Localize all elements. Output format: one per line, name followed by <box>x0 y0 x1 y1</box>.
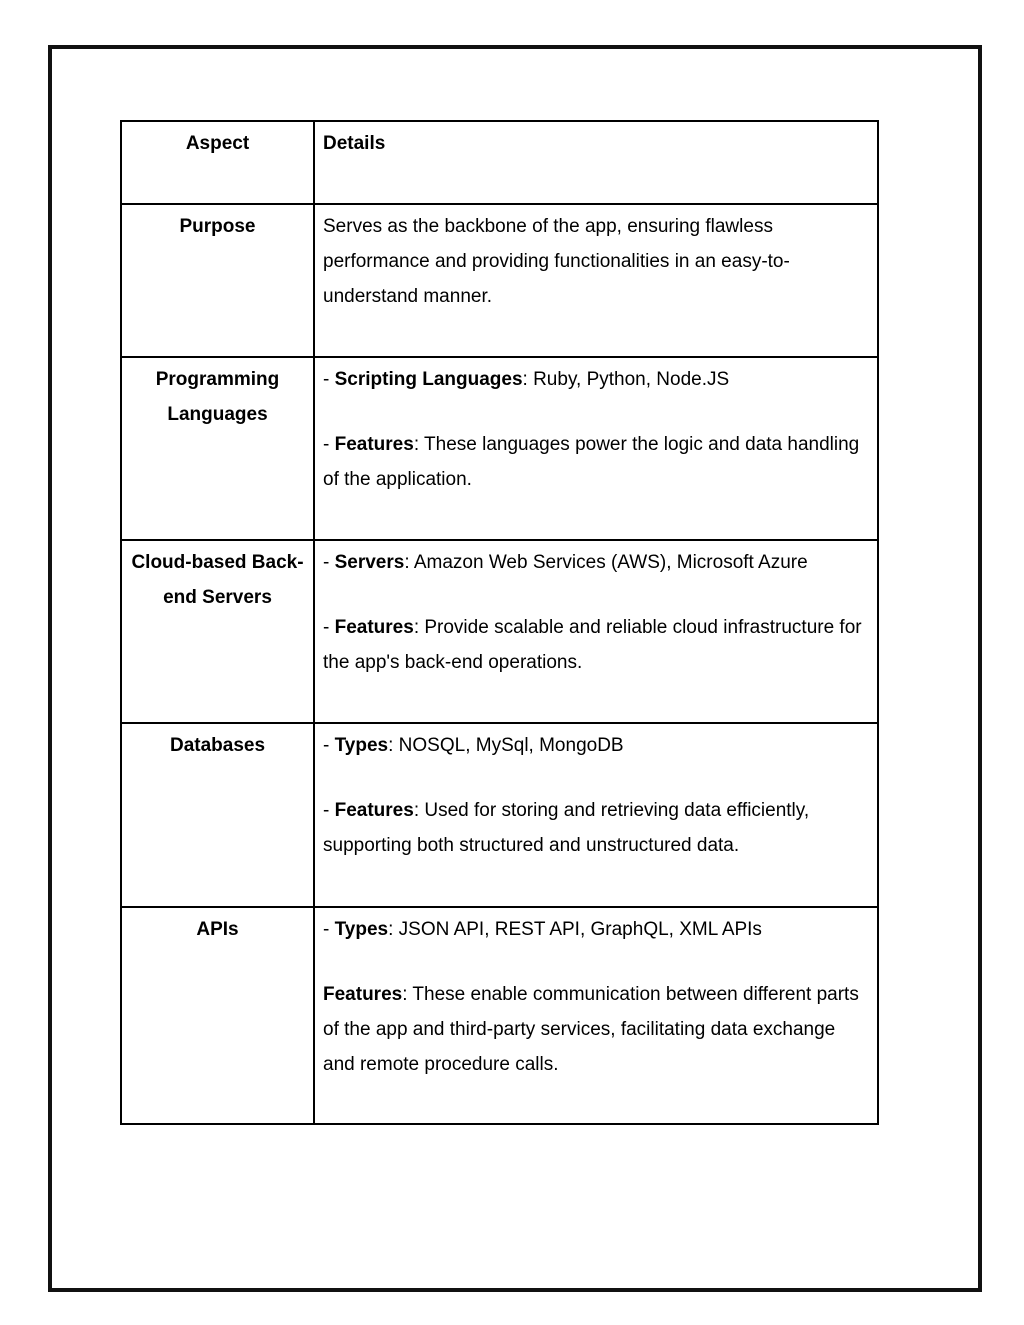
aspect-cell: Databases <box>121 723 314 907</box>
paragraph-text: : These enable communication between different parts of the app and third-party services, facilitating data exchange and remote procedure calls. <box>323 984 859 1075</box>
aspect-cell: Programming Languages <box>121 357 314 540</box>
paragraph-term: Types <box>334 919 389 940</box>
paragraph-text: : These languages power the logic and data handling of the application. <box>323 434 860 490</box>
table-row <box>121 204 878 357</box>
table-row <box>121 723 878 907</box>
details-cell <box>314 357 878 540</box>
details-paragraph <box>323 977 869 1082</box>
paragraph-term: Features <box>334 800 414 821</box>
details-paragraph <box>323 209 869 314</box>
details-paragraph <box>323 427 869 497</box>
paragraph-text: : Provide scalable and reliable cloud infrastructure for the app's back-end operations. <box>323 617 862 673</box>
details-paragraph <box>323 610 869 680</box>
aspect-cell: Cloud-based Back-end Servers <box>121 540 314 723</box>
table-header-row <box>121 121 878 204</box>
details-paragraph <box>323 362 869 397</box>
details-cell <box>314 723 878 907</box>
paragraph-text: : NOSQL, MySql, MongoDB <box>388 735 624 756</box>
paragraph-prefix: - <box>323 552 335 573</box>
table-row <box>121 907 878 1124</box>
paragraph-term: Features <box>334 434 414 455</box>
header-details: Details <box>314 121 878 204</box>
aspect-cell: Purpose <box>121 204 314 357</box>
paragraph-term: Types <box>334 735 389 756</box>
paragraph-prefix: - <box>323 434 335 455</box>
paragraph-text: : Amazon Web Services (AWS), Microsoft Azure <box>404 552 808 573</box>
table-row <box>121 357 878 540</box>
paragraph-text: Serves as the backbone of the app, ensuring flawless performance and providing functionalities in an easy-to-understand manner. <box>323 216 790 307</box>
paragraph-text: : Used for storing and retrieving data efficiently, supporting both structured and unstructured data. <box>323 800 810 856</box>
header-aspect: Aspect <box>121 121 314 204</box>
paragraph-term: Features <box>323 984 403 1005</box>
paragraph-term: Scripting Languages <box>334 369 523 390</box>
paragraph-term: Features <box>334 617 414 638</box>
details-paragraph <box>323 545 869 580</box>
paragraph-prefix: - <box>323 919 335 940</box>
details-paragraph <box>323 728 869 763</box>
aspect-details-table <box>120 120 879 1125</box>
paragraph-prefix: - <box>323 617 335 638</box>
paragraph-text: : JSON API, REST API, GraphQL, XML APIs <box>388 919 762 940</box>
paragraph-term: Servers <box>334 552 405 573</box>
table-row <box>121 540 878 723</box>
details-cell <box>314 907 878 1124</box>
aspect-cell: APIs <box>121 907 314 1124</box>
details-paragraph <box>323 912 869 947</box>
paragraph-prefix: - <box>323 369 335 390</box>
paragraph-text: : Ruby, Python, Node.JS <box>522 369 730 390</box>
paragraph-prefix: - <box>323 735 335 756</box>
details-paragraph <box>323 793 869 863</box>
details-cell <box>314 540 878 723</box>
paragraph-prefix: - <box>323 800 335 821</box>
details-cell <box>314 204 878 357</box>
